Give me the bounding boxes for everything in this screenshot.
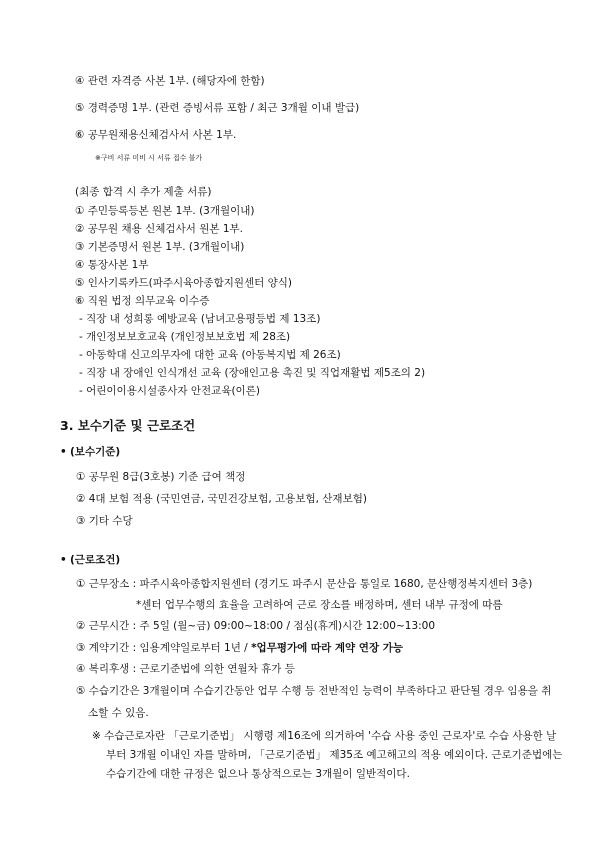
top-list-item-5: ⑤ 경력증명 1부. (관련 증빙서류 포함 / 최근 3개월 이내 발급) <box>75 102 360 114</box>
final-docs-item: ② 공무원 채용 신체검사서 원본 1부. <box>75 223 243 235</box>
work-place-note: *센터 업무수행의 효율을 고려하여 근로 장소를 배정하며, 센터 내부 규정에 따름 <box>136 599 503 611</box>
final-docs-item: ③ 기본증명서 원본 1부. (3개월이내) <box>75 241 245 253</box>
pay-item: ② 4대 보험 적용 (국민연금, 국민건강보험, 고용보험, 산재보험) <box>76 493 367 505</box>
top-list-item-4: ④ 관련 자격증 사본 1부. (해당자에 한함) <box>75 75 265 87</box>
training-sub-item: - 직장 내 장애인 인식개선 교육 (장애인고용 촉진 및 직업재활법 제5조의 2) <box>79 367 426 379</box>
probation-footnote-cont: 부터 3개월 이내인 자를 말하며, 「근로기준법」 제35조 예고해고의 적용 예외이다. 근로기준법에는 <box>106 749 563 761</box>
final-docs-item: ⑥ 직원 법정 의무교육 이수증 <box>75 295 210 307</box>
top-note: ※구비 서류 미비 시 서류 접수 불가 <box>95 154 203 162</box>
contract-prefix: ③ 계약기간 : 임용계약일로부터 1년 / <box>76 642 252 654</box>
work-contract <box>76 641 403 655</box>
final-docs-item: ⑤ 인사기록카드(파주시육아종합지원센터 양식) <box>75 277 292 289</box>
work-probation: ⑤ 수습기간은 3개월이며 수습기간동안 업무 수행 등 전반적인 능력이 부족하다고 판단될 경우 임용을 취 <box>76 685 552 697</box>
final-docs-heading: (최종 합격 시 추가 제출 서류) <box>75 186 212 198</box>
work-place: ① 근무장소 : 파주시육아종합지원센터 (경기도 파주시 문산읍 통일로 1680, 문산행정복지센터 3층) <box>76 578 533 590</box>
training-sub-item: - 개인정보보호교육 (개인정보보호법 제 28조) <box>79 331 291 343</box>
probation-footnote-cont: 수습기간에 대한 규정은 없으나 통상적으로는 3개월이 일반적이다. <box>106 768 410 780</box>
work-welfare: ④ 복리후생 : 근로기준법에 의한 연월차 휴가 등 <box>76 663 295 675</box>
training-sub-item: - 직장 내 성희롱 예방교육 (남녀고용평등법 제 13조) <box>79 313 321 325</box>
contract-bold-note: *업무평가에 따라 계약 연장 가능 <box>251 642 404 654</box>
pay-bullet: • <box>60 446 67 458</box>
work-time: ② 근무시간 : 주 5일 (월~금) 09:00~18:00 / 점심(휴게)시간 12:00~13:00 <box>76 620 436 632</box>
pay-item: ① 공무원 8급(3호봉) 기준 급여 책정 <box>76 471 246 483</box>
work-heading: (근로조건) <box>70 554 121 566</box>
pay-item: ③ 기타 수당 <box>76 515 133 527</box>
training-sub-item: - 아동학대 신고의무자에 대한 교육 (아동복지법 제 26조) <box>79 349 341 361</box>
top-list-item-6: ⑥ 공무원채용신체검사서 사본 1부. <box>75 129 237 141</box>
final-docs-item: ① 주민등록등본 원본 1부. (3개월이내) <box>75 205 255 217</box>
training-sub-item: - 어린이이용시설종사자 안전교육(이론) <box>79 385 260 397</box>
work-bullet: • <box>60 554 67 566</box>
work-probation-cont: 소할 수 있음. <box>88 707 149 719</box>
pay-heading: (보수기준) <box>70 446 121 458</box>
final-docs-item: ④ 통장사본 1부 <box>75 259 149 271</box>
section-3-title: 3. 보수기준 및 근로조건 <box>60 418 196 433</box>
probation-footnote: ※ 수습근로자란 「근로기준법」 시행령 제16조에 의거하여 '수습 사용 중인 근로자'로 수습 사용한 날 <box>92 730 557 742</box>
